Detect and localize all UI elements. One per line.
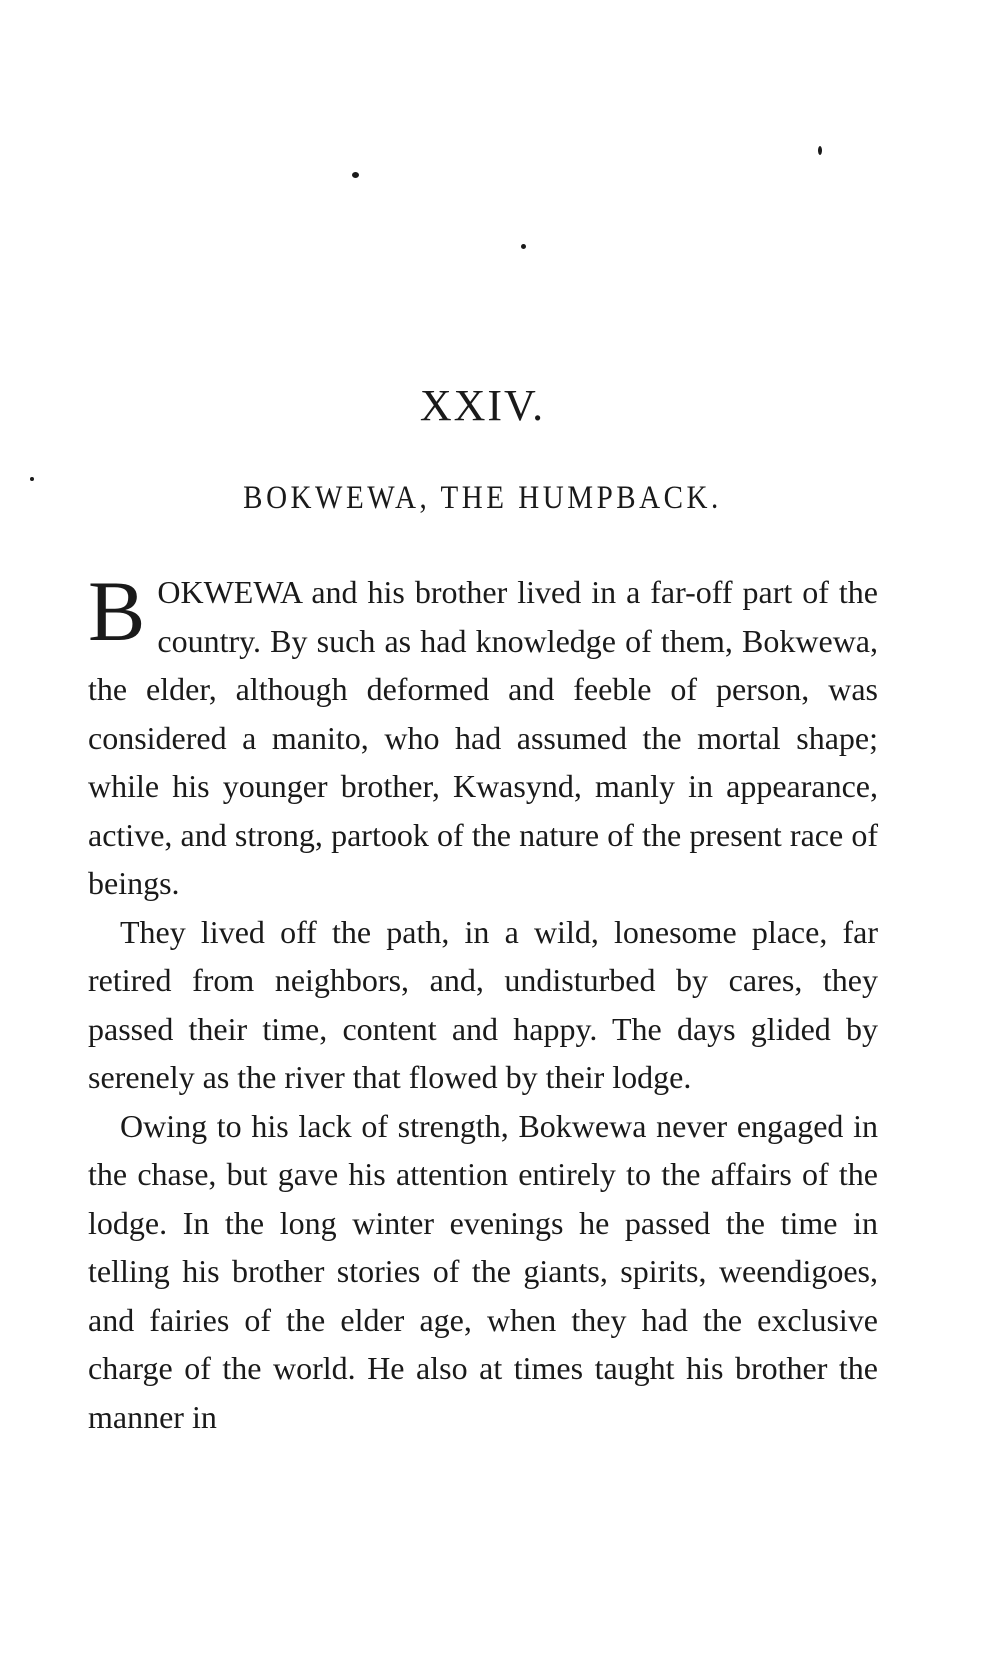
ink-speck — [521, 244, 526, 249]
paragraph-2: They lived off the path, in a wild, lonesome place, far retired from neighbors, and, undisturbed by cares, they passed their time, content and happy. The days glided by serenely as the river that flowed by their lodge. — [88, 913, 878, 1095]
paragraph-1 — [88, 563, 878, 908]
chapter-title: BOKWEWA, THE HUMPBACK. — [243, 480, 722, 516]
ink-speck — [818, 146, 822, 155]
chapter-body — [88, 563, 878, 1441]
paragraph-1-text: OKWEWA and his brother lived in a far-off part of the country. By such as had knowledge of them, Bokwewa, the elder, although deformed and feeble of person, was considered a manito, who had assumed the mortal shape; while his younger brother, Kwasynd, manly in appearance, active, and strong, partook of the nature of the present race of beings. — [88, 574, 878, 901]
paragraph-3: Owing to his lack of strength, Bokwewa never engaged in the chase, but gave his attention entirely to the affairs of the lodge. In the long winter evenings he passed the time in telling his brother stories of the giants, spirits, weendigoes, and fairies of the elder age, when they had the exclusive charge of the world. He also at times taught his brother the manner in — [88, 1107, 878, 1435]
ink-speck — [352, 172, 359, 178]
drop-cap: B — [88, 563, 146, 659]
chapter-number: XXIV. — [419, 381, 546, 430]
ink-speck — [30, 477, 34, 481]
